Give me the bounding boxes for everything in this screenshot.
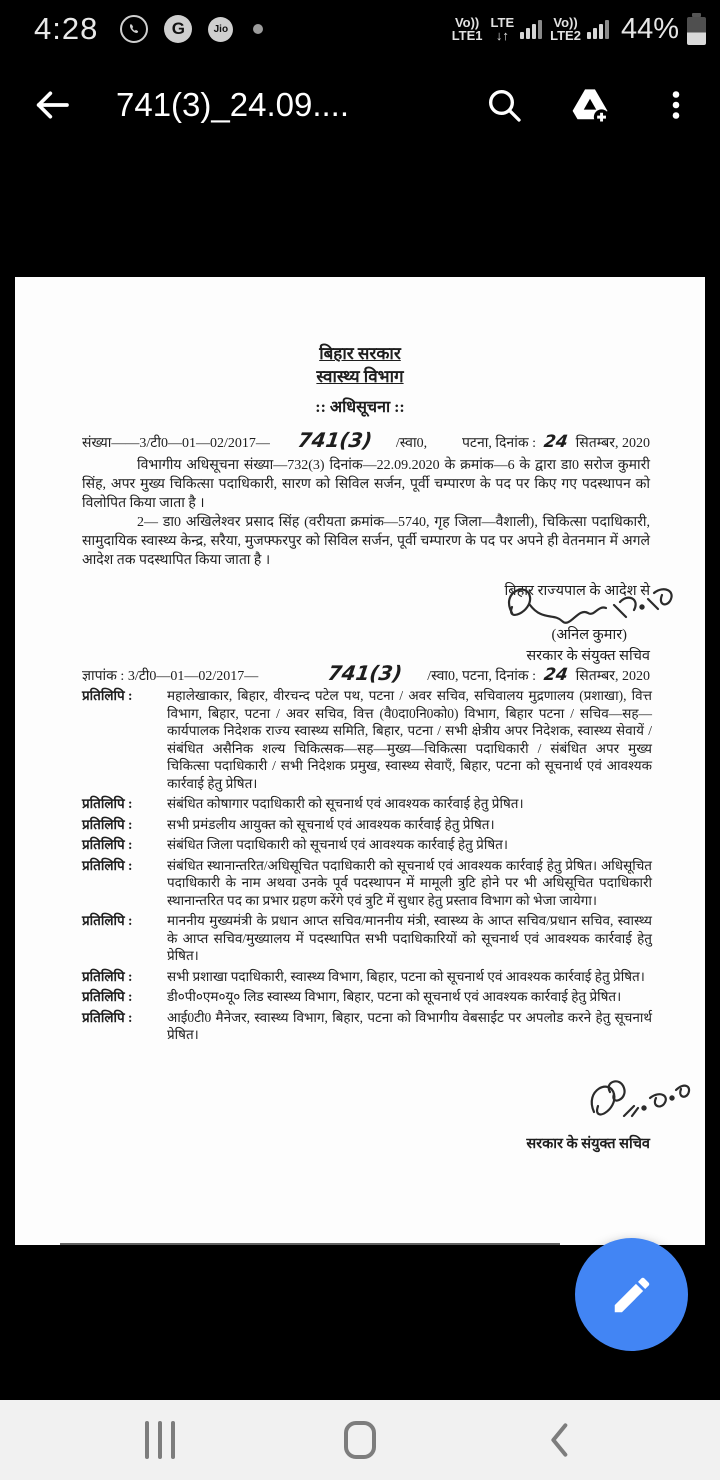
sim2-volte-label: Vo)) LTE2 (550, 15, 581, 43)
sim1-volte-label: Vo)) LTE1 (451, 15, 483, 43)
edit-fab-button[interactable] (575, 1238, 688, 1351)
doc-paragraph-1: विभागीय अधिसूचना संख्या—732(3) दिनांक—22.09.2020 के क्रमांक—6 के द्वारा डा0 सरोज कुमारी सिंह, अपर मुख्य चिकित्सा पदाधिकारी, सारण को सिविल सर्जन, पूर्वी चम्पारण के पद पर किए गए पदस्थापन को विलोपित किया जाता है । (82, 458, 650, 511)
copy-row: प्रतिलिपि : सभी प्रशाखा पदाधिकारी, स्वास्थ्य विभाग, बिहार, पटना को सूचनार्थ एवं आवश्यक कार्रवाई हेतु प्रेषित। (82, 968, 645, 984)
lte-data-label: LTE ↓↑ (490, 15, 515, 43)
handwritten-day: 24 (542, 432, 570, 452)
notification-dot (253, 24, 263, 34)
status-right-cluster (444, 13, 706, 46)
handwritten-day-2: 24 (542, 665, 570, 685)
copy-row: प्रतिलिपि : संबंधित कोषागार पदाधिकारी को सूचनार्थ एवं आवश्यक कार्रवाई हेतु प्रेषित। (82, 796, 524, 811)
closing-signatory-title: सरकार के संयुक्त सचिव (526, 1136, 650, 1152)
overflow-menu-icon[interactable] (650, 79, 702, 131)
copy-row: प्रतिलिपि : सभी प्रमंडलीय आयुक्त को सूचनार्थ एवं आवश्यक कार्रवाई हेतु प्रेषित। (82, 816, 495, 832)
copy-row: प्रतिलिपि : महालेखाकार, बिहार, वीरचन्द पटेल पथ, पटना / अवर सचिव, सचिवालय मुद्रणालय (प्रशाखा), वित्त विभाग, बिहार, पटना / अवर सचिव, वित्त (वै0दा0नि0को0) विभाग, बिहार पटना / सचिव—सह—कार्यपालक निदेशक राज्य स्वास्थ्य समिति, बिहार, पटना / सभी क्षेत्रीय अपर निदेशक, स्वास्थ्य सेवायें / संबंधित असैनिक शल्य चिकित्सक—सह—मुख्य—चिकित्सा पदाधिकारी / संबंधित अपर मुख्य चिकित्सा पदाधिकारी / सभी निदेशक प्रमुख, स्वास्थ्य सेवाएँ, बिहार, पटना को सूचनार्थ एवं आवश्यक कार्रवाई हेतु प्रेषित। (82, 688, 652, 791)
google-icon: G (164, 15, 192, 43)
signal-bars-icon-2 (587, 19, 609, 39)
back-arrow-icon[interactable] (26, 79, 78, 131)
jio-icon: Jio (208, 17, 233, 42)
home-icon[interactable] (332, 1412, 388, 1468)
signature-scribble-bottom (580, 1072, 695, 1134)
copy-row: प्रतिलिपि : डी०पी०एम०यू० लिड स्वास्थ्य विभाग, बिहार, पटना को सूचनार्थ एवं आवश्यक कार्रवाई हेतु प्रेषित। (82, 989, 622, 1004)
edit-pencil-icon (609, 1272, 655, 1318)
search-icon[interactable] (478, 79, 530, 131)
scan-edge-artifact (60, 1243, 560, 1245)
battery-icon (687, 13, 706, 45)
document-title: 741(3)_24.09.... (116, 86, 349, 123)
status-bar (0, 0, 720, 58)
back-icon[interactable] (532, 1412, 588, 1468)
signatory-name: (अनिल कुमार) (551, 627, 627, 643)
navigation-bar (0, 1400, 720, 1480)
whatsapp-icon (120, 15, 148, 43)
copy-row: प्रतिलिपि : संबंधित जिला पदाधिकारी को सूचनार्थ एवं आवश्यक कार्रवाई हेतु प्रेषित। (82, 837, 508, 852)
handwritten-number-2: 741(3) (326, 661, 404, 685)
pdf-viewport[interactable] (0, 150, 720, 1400)
app-toolbar (0, 60, 720, 150)
doc-number-line: संख्या——3/टी0—01—02/2017— 741(3) /स्वा0, पटना, दिनांक : 24 सितम्बर, 2020 (82, 428, 650, 452)
handwritten-number: 741(3) (296, 428, 374, 452)
battery-percent: 44% (620, 12, 679, 45)
document-page (15, 277, 705, 1245)
doc-header-department: स्वास्थ्य विभाग (316, 367, 404, 386)
copy-row: प्रतिलिपि : संबंधित स्थानान्तरित/अधिसूचित पदाधिकारी को सूचनार्थ एवं आवश्यक कार्रवाई हेतु प्रेषित। अधिसूचित पदाधिकारी के नाम अथवा उनके पूर्व पदस्थापन में मामूली त्रुटि होने पर भी अधिसूचित पदाधिकारी स्थानान्तरित पद का प्रभार ग्रहण करेंगे एवं त्रुटि में सुधार हेतु प्रस्ताव विभाग को भेजा जायेगा। (82, 857, 652, 908)
copy-row: प्रतिलिपि : माननीय मुख्यमंत्री के प्रधान आप्त सचिव/माननीय मंत्री, स्वास्थ्य के आप्त सचिव/प्रधान सचिव, स्वास्थ्य के आप्त सचिव/मुख्यालय में पदस्थापित सभी पदाधिकारियों को सूचनार्थ एवं आवश्यक कार्रवाई हेतु प्रेषित। (82, 913, 652, 963)
doc-memo-line: ज्ञापांक : 3/टी0—01—02/2017— 741(3) /स्वा0, पटना, दिनांक : 24 सितम्बर, 2020 (82, 661, 650, 685)
doc-notification-heading: :: अधिसूचना :: (315, 399, 405, 416)
copies-list (82, 687, 652, 1047)
copy-row: प्रतिलिपि : आई0टी0 मैनेजर, स्वास्थ्य विभाग, बिहार, पटना को विभागीय वेबसाईट पर अपलोड करने हेतु सूचनार्थ प्रेषित। (82, 1009, 652, 1042)
status-time: 4:28 (34, 11, 99, 46)
signal-bars-icon-1 (520, 19, 542, 39)
by-order-line: बिहार राज्यपाल के आदेश से (504, 583, 650, 599)
doc-header-government: बिहार सरकार (319, 344, 401, 363)
drive-add-icon[interactable] (564, 79, 616, 131)
doc-paragraph-2: 2— डा0 अखिलेश्वर प्रसाद सिंह (वरीयता क्रमांक—5740, गृह जिला—वैशाली), चिकित्सा पदाधिकारी, सामुदायिक स्वास्थ्य केन्द्र, सरैया, मुजफ्फरपुर को सिविल सर्जन, पूर्वी चम्पारण के पद पर अपने ही वेतनमान में अगले आदेश तक पदस्थापित किया जाता है । (82, 515, 650, 568)
recents-icon[interactable] (132, 1412, 188, 1468)
signatory-title: सरकार के संयुक्त सचिव (526, 648, 650, 664)
